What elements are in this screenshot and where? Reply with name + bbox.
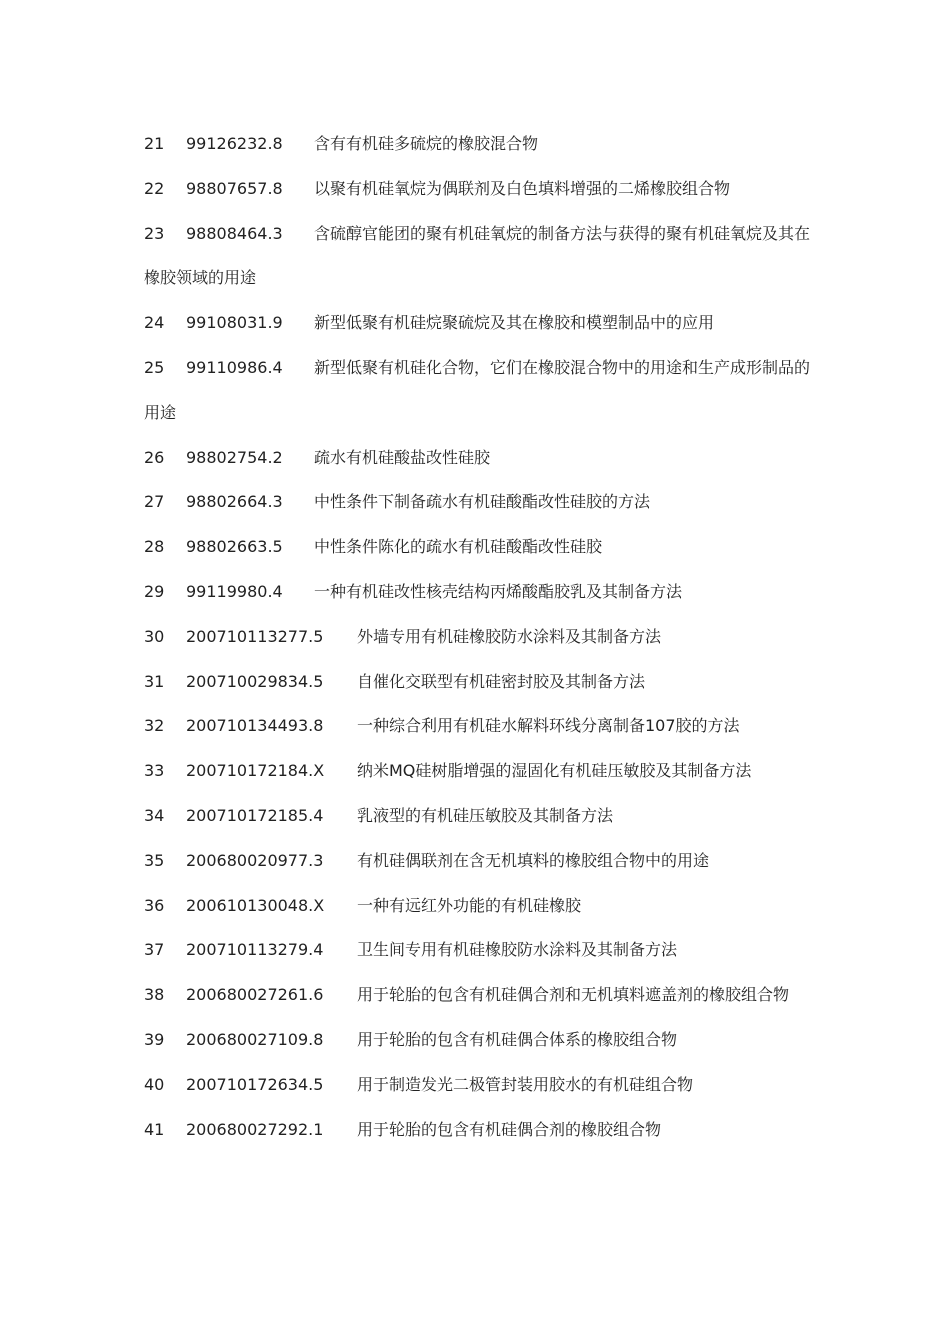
patent-title: 用于制造发光二极管封装用胶水的有机硅组合物: [357, 1074, 694, 1094]
list-item: [144, 301, 814, 346]
patent-number: 200710172185.4: [186, 805, 324, 825]
patent-number: 99110986.4: [186, 357, 283, 377]
patent-number: 98802664.3: [186, 492, 283, 512]
entry-number: 33: [144, 761, 165, 781]
list-item: [144, 839, 814, 884]
entry-number: 30: [144, 626, 165, 646]
entry-number: 39: [144, 1029, 165, 1049]
entry-number: 24: [144, 313, 165, 333]
patent-number: 98808464.3: [186, 223, 283, 243]
patent-title: 一种有远红外功能的有机硅橡胶: [357, 895, 582, 915]
list-item: [144, 884, 814, 929]
entry-number: 35: [144, 850, 165, 870]
entry-number: 32: [144, 716, 165, 736]
patent-number: 200680027109.8: [186, 1029, 324, 1049]
list-item: [144, 525, 814, 570]
patent-title: 用于轮胎的包含有机硅偶合剂的橡胶组合物: [357, 1119, 662, 1139]
patent-title: 外墙专用有机硅橡胶防水涂料及其制备方法: [357, 626, 662, 646]
patent-title: 纳米MQ硅树脂增强的湿固化有机硅压敏胶及其制备方法: [357, 761, 752, 781]
entry-number: 37: [144, 940, 165, 960]
entry-number: 27: [144, 492, 165, 512]
patent-title: 用于轮胎的包含有机硅偶合体系的橡胶组合物: [357, 1029, 678, 1049]
patent-title: 中性条件下制备疏水有机硅酸酯改性硅胶的方法: [314, 492, 651, 512]
list-item: [144, 346, 814, 436]
patent-title: 中性条件陈化的疏水有机硅酸酯改性硅胶: [314, 537, 603, 557]
patent-number: 200710172184.X: [186, 761, 325, 781]
list-item: [144, 794, 814, 839]
patent-title: 新型低聚有机硅烷聚硫烷及其在橡胶和模塑制品中的应用: [314, 313, 715, 333]
list-item: [144, 1018, 814, 1063]
list-item: [144, 167, 814, 212]
patent-title: 疏水有机硅酸盐改性硅胶: [314, 447, 491, 467]
patent-title: 自催化交联型有机硅密封胶及其制备方法: [357, 671, 646, 691]
list-item: [144, 1063, 814, 1108]
patent-title: 一种综合利用有机硅水解料环线分离制备107胶的方法: [357, 716, 740, 736]
entry-number: 36: [144, 895, 165, 915]
patent-number: 99108031.9: [186, 313, 283, 333]
patent-number: 200680027292.1: [186, 1119, 324, 1139]
patent-title: 新型低聚有机硅化合物，它们在橡胶混合物中的用途和生产成形制品的用途: [144, 357, 811, 422]
entry-number: 23: [144, 223, 165, 243]
patent-number: 200680020977.3: [186, 850, 324, 870]
patent-number: 200680027261.6: [186, 985, 324, 1005]
entry-number: 25: [144, 357, 165, 377]
list-item: [144, 704, 814, 749]
patent-title: 乳液型的有机硅压敏胶及其制备方法: [357, 805, 614, 825]
entry-number: 21: [144, 134, 165, 153]
entry-number: 41: [144, 1119, 165, 1139]
list-item: [144, 436, 814, 481]
list-item: [144, 1108, 814, 1153]
patent-title: 含硫醇官能团的聚有机硅氧烷的制备方法与获得的聚有机硅氧烷及其在橡胶领域的用途: [144, 223, 811, 288]
list-item: [144, 480, 814, 525]
entry-number: 31: [144, 671, 165, 691]
list-item: [144, 660, 814, 705]
list-item: [144, 122, 814, 167]
patent-number: 98802663.5: [186, 537, 283, 557]
patent-number: 200610130048.X: [186, 895, 325, 915]
patent-title: 一种有机硅改性核壳结构丙烯酸酯胶乳及其制备方法: [314, 581, 683, 601]
patent-number: 200710172634.5: [186, 1074, 324, 1094]
entry-number: 38: [144, 985, 165, 1005]
patent-title: 用于轮胎的包含有机硅偶合剂和无机填料遮盖剂的橡胶组合物: [357, 985, 790, 1005]
patent-list: [144, 122, 814, 1152]
patent-title: 卫生间专用有机硅橡胶防水涂料及其制备方法: [357, 940, 678, 960]
entry-number: 29: [144, 581, 165, 601]
entry-number: 40: [144, 1074, 165, 1094]
list-item: [144, 570, 814, 615]
patent-number: 98807657.8: [186, 178, 283, 198]
list-item: [144, 212, 814, 302]
entry-number: 34: [144, 805, 165, 825]
list-item: [144, 615, 814, 660]
patent-number: 200710134493.8: [186, 716, 324, 736]
list-item: [144, 973, 814, 1018]
patent-number: 200710113277.5: [186, 626, 324, 646]
list-item: [144, 928, 814, 973]
patent-number: 99126232.8: [186, 134, 283, 153]
patent-number: 200710113279.4: [186, 940, 324, 960]
entry-number: 26: [144, 447, 165, 467]
patent-number: 200710029834.5: [186, 671, 324, 691]
patent-title: 以聚有机硅氧烷为偶联剂及白色填料增强的二烯橡胶组合物: [314, 178, 731, 198]
entry-number: 22: [144, 178, 165, 198]
list-item: [144, 749, 814, 794]
patent-number: 99119980.4: [186, 581, 283, 601]
patent-number: 98802754.2: [186, 447, 283, 467]
patent-title: 有机硅偶联剂在含无机填料的橡胶组合物中的用途: [357, 850, 710, 870]
entry-number: 28: [144, 537, 165, 557]
patent-title: 含有有机硅多硫烷的橡胶混合物: [314, 134, 539, 153]
